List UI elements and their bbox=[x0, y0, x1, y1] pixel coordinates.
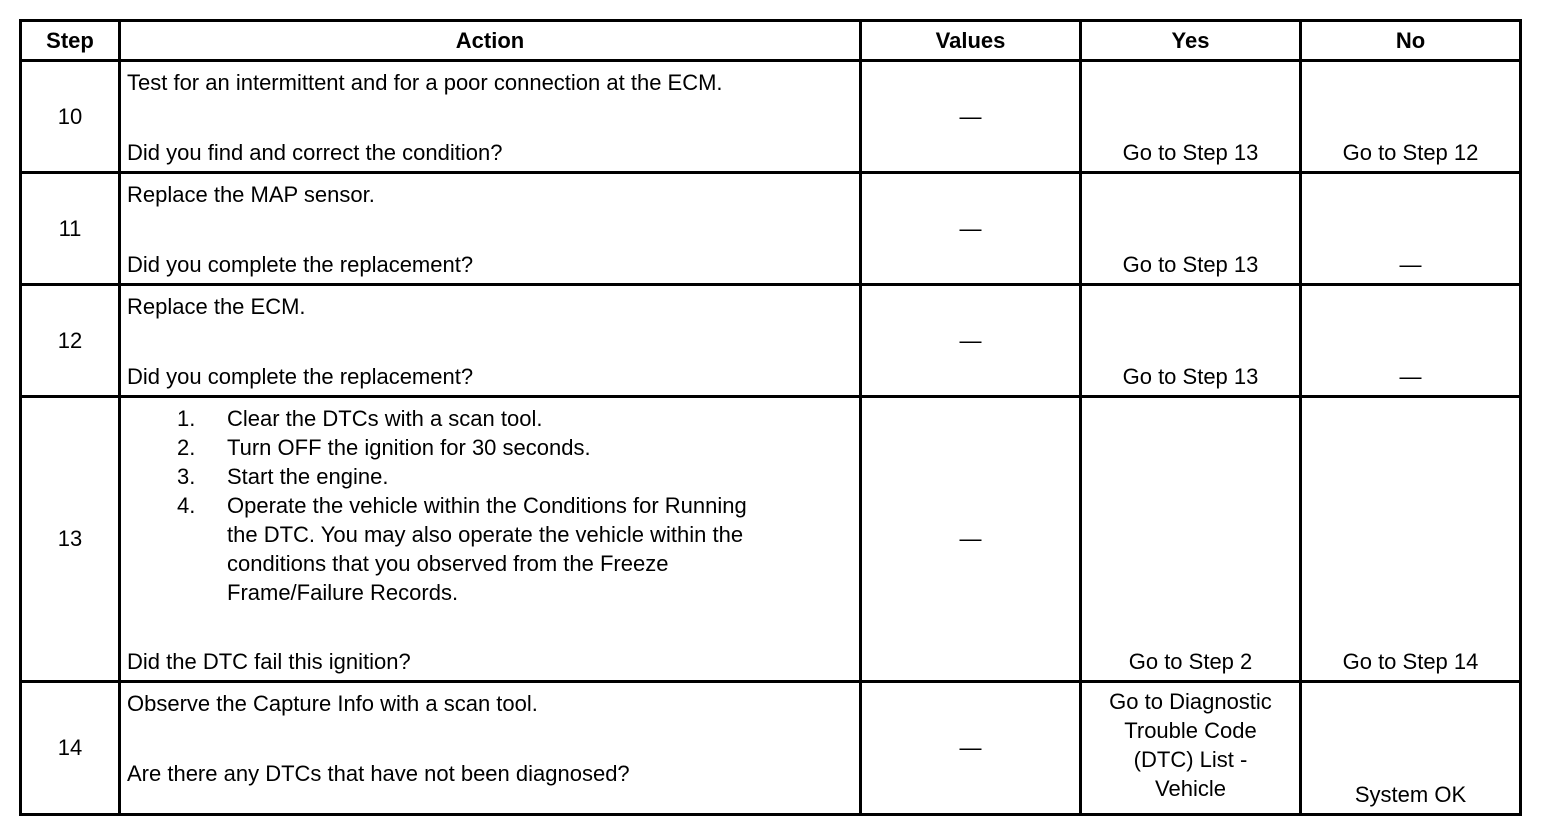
yes-cell bbox=[1081, 682, 1301, 815]
substep-text: conditions that you observed from the Freeze bbox=[227, 551, 669, 576]
no-cell: — bbox=[1301, 285, 1521, 397]
yes-line: Go to Diagnostic bbox=[1109, 689, 1272, 714]
no-cell: Go to Step 14 bbox=[1301, 397, 1521, 682]
no-cell: — bbox=[1301, 173, 1521, 285]
substep-item bbox=[177, 433, 853, 462]
yes-line: Vehicle bbox=[1155, 776, 1226, 801]
header-no: No bbox=[1301, 21, 1521, 61]
substep-text: Operate the vehicle within the Conditions for Running bbox=[227, 493, 747, 518]
step-number: 13 bbox=[21, 397, 120, 682]
diagnostic-table-page bbox=[19, 19, 1522, 816]
table-row bbox=[21, 285, 1521, 397]
substep-text: the DTC. You may also operate the vehicle within the bbox=[227, 522, 744, 547]
substep-text: Start the engine. bbox=[227, 464, 389, 489]
table-row bbox=[21, 682, 1521, 815]
yes-cell: Go to Step 13 bbox=[1081, 285, 1301, 397]
diagnostic-table bbox=[19, 19, 1522, 816]
action-text: Observe the Capture Info with a scan tool. bbox=[127, 691, 538, 716]
substep-text: Frame/Failure Records. bbox=[227, 580, 459, 605]
values-cell: — bbox=[861, 397, 1081, 682]
yes-line: (DTC) List - bbox=[1133, 747, 1248, 772]
header-values: Values bbox=[861, 21, 1081, 61]
yes-line: Trouble Code bbox=[1124, 718, 1257, 743]
values-cell: — bbox=[861, 285, 1081, 397]
header-action: Action bbox=[120, 21, 861, 61]
table-row bbox=[21, 173, 1521, 285]
header-row bbox=[21, 21, 1521, 61]
no-cell: System OK bbox=[1301, 682, 1521, 815]
substep-item bbox=[177, 462, 853, 491]
action-question: Did you complete the replacement? bbox=[127, 252, 474, 277]
substep-number: 4. bbox=[177, 493, 196, 518]
substep-item bbox=[177, 404, 853, 433]
substep-item bbox=[177, 491, 853, 607]
substep-text: Clear the DTCs with a scan tool. bbox=[227, 406, 543, 431]
action-text: Replace the MAP sensor. bbox=[127, 182, 375, 207]
table-row bbox=[21, 397, 1521, 682]
header-step: Step bbox=[21, 21, 120, 61]
action-question: Are there any DTCs that have not been diagnosed? bbox=[127, 761, 630, 786]
action-question: Did you complete the replacement? bbox=[127, 364, 474, 389]
step-number: 11 bbox=[21, 173, 120, 285]
header-yes: Yes bbox=[1081, 21, 1301, 61]
table-row bbox=[21, 61, 1521, 173]
values-cell: — bbox=[861, 61, 1081, 173]
action-question: Did the DTC fail this ignition? bbox=[127, 649, 411, 674]
action-text: Replace the ECM. bbox=[127, 294, 306, 319]
substep-text: Turn OFF the ignition for 30 seconds. bbox=[227, 435, 591, 460]
substep-number: 2. bbox=[177, 435, 196, 460]
action-question: Did you find and correct the condition? bbox=[127, 140, 503, 165]
substep-number: 1. bbox=[177, 406, 196, 431]
action-text: Test for an intermittent and for a poor connection at the ECM. bbox=[127, 70, 723, 95]
yes-cell: Go to Step 13 bbox=[1081, 61, 1301, 173]
yes-cell: Go to Step 2 bbox=[1081, 397, 1301, 682]
action-cell bbox=[120, 61, 861, 173]
action-cell bbox=[120, 285, 861, 397]
values-cell: — bbox=[861, 173, 1081, 285]
action-cell bbox=[120, 682, 861, 815]
substep-number: 3. bbox=[177, 464, 196, 489]
values-cell: — bbox=[861, 682, 1081, 815]
action-cell bbox=[120, 173, 861, 285]
no-cell: Go to Step 12 bbox=[1301, 61, 1521, 173]
step-number: 10 bbox=[21, 61, 120, 173]
substep-list bbox=[127, 404, 853, 607]
action-cell bbox=[120, 397, 861, 682]
yes-cell: Go to Step 13 bbox=[1081, 173, 1301, 285]
step-number: 12 bbox=[21, 285, 120, 397]
step-number: 14 bbox=[21, 682, 120, 815]
